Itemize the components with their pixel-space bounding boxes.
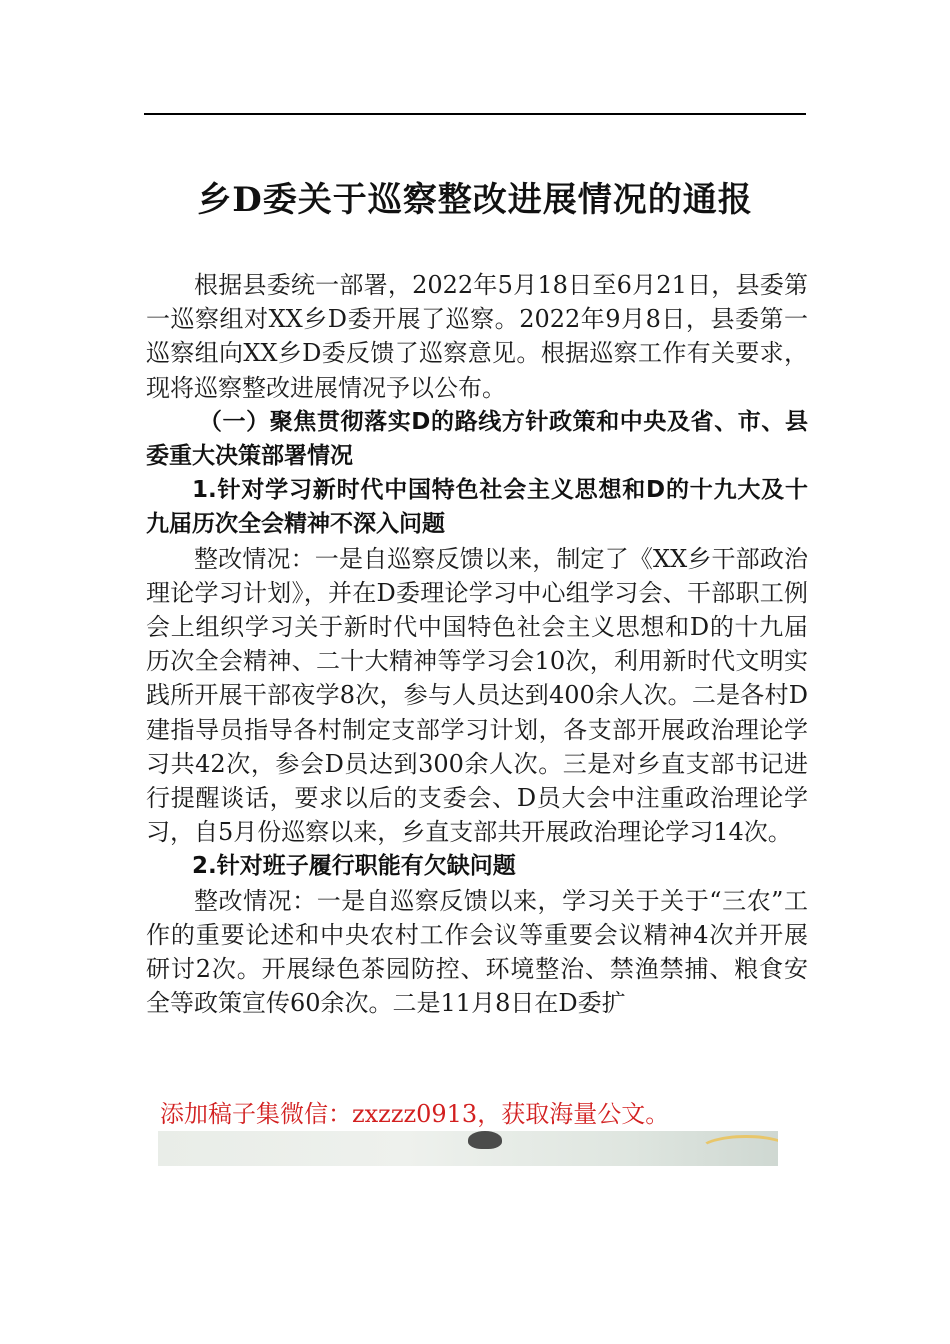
item1-body: 整改情况：一是自巡察反馈以来，制定了《XX乡干部政治理论学习计划》，并在D委理论学习中心组学习会、干部职工例会上组织学习关于新时代中国特色社会主义思想和D的十九届历次全会精神、二十大精神等学习会10次，利用新时代文明实践所开展干部夜学8次，参与人员达到400余人次。二是各村D建指导员指导各村制定支部学习计划，各支部开展政治理论学习共42次，参会D员达到300余人次。三是对乡直支部书记进行提醒谈话，要求以后的支委会、D员大会中注重政治理论学习，自5月份巡察以来，乡直支部共开展政治理论学习14次。: [146, 544, 808, 847]
header-rule: [144, 113, 806, 115]
section-heading: （一）聚焦贯彻落实D的路线方针政策和中央及省、市、县委重大决策部署情况: [146, 408, 808, 470]
promo-text: 添加稿子集微信：zxzzz0913，获取海量公文。: [160, 1100, 670, 1128]
document-title: 乡D委关于巡察整改进展情况的通报: [197, 180, 753, 220]
item2-heading: 2.针对班子履行职能有欠缺问题: [192, 853, 516, 880]
bird-icon: [468, 1131, 502, 1149]
intro-paragraph: 根据县委统一部署，2022年5月18日至6月21日，县委第一巡察组对XX乡D委开展了巡察。2022年9月8日，县委第一巡察组向XX乡D委反馈了巡察意见。根据巡察工作有关要求，现将巡察整改进展情况予以公布。: [146, 271, 808, 402]
item1-heading: 1.针对学习新时代中国特色社会主义思想和D的十九大及十九届历次全会精神不深入问题: [146, 477, 808, 538]
wave-decoration: [698, 1135, 778, 1166]
promo-banner-image: [158, 1131, 778, 1166]
item2-body: 整改情况：一是自巡察反馈以来，学习关于关于“三农”工作的重要论述和中央农村工作会议等重要会议精神4次并开展研讨2次。开展绿色茶园防控、环境整治、禁渔禁捕、粮食安全等政策宣传60余次。二是11月8日在D委扩: [146, 886, 808, 1018]
document-body: [146, 268, 808, 1020]
